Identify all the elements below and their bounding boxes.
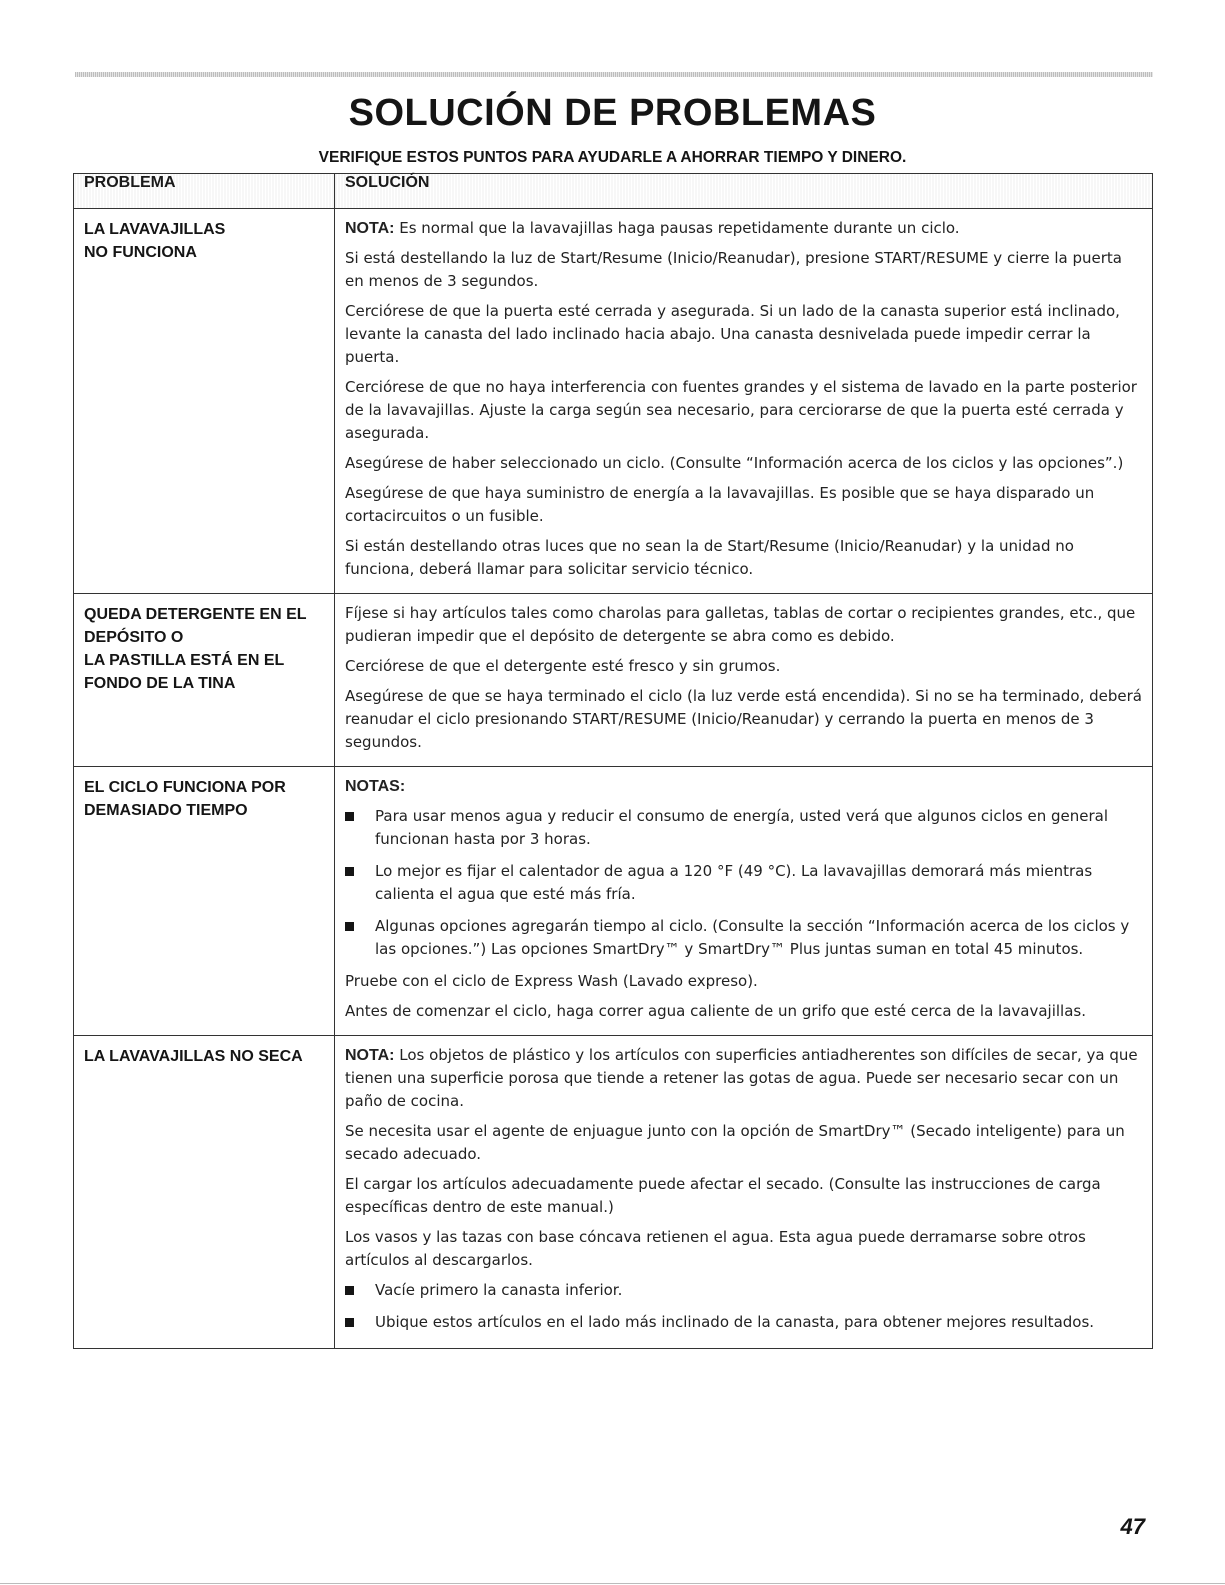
note-text: Los objetos de plástico y los artículos con superficies antiadherentes son difíciles de secar, ya que tienen una superficie porosa que tiende a retener las gotas de agua. Puede ser necesario secar con un paño de cocina. [345, 1046, 1138, 1110]
solution-paragraph: Fíjese si hay artículos tales como charolas para galletas, tablas de cortar o recipientes grandes, etc., que pudieran impedir que el depósito de detergente se abra como es debido. [345, 604, 1136, 645]
solution-paragraph: Asegúrese de haber seleccionado un ciclo. (Consulte “Información acerca de los ciclos y las opciones”.) [345, 454, 1124, 472]
bullet-text: Para usar menos agua y reducir el consumo de energía, usted verá que algunos ciclos en general funcionan hasta por 3 horas. [375, 807, 1109, 848]
solution-paragraph [345, 217, 1142, 240]
top-decorative-rule [75, 72, 1153, 77]
note-text: Es normal que la lavavajillas haga pausas repetidamente durante un ciclo. [394, 219, 960, 237]
square-bullet-icon [345, 867, 354, 876]
table-row [74, 594, 1153, 767]
solution-paragraph: Si está destellando la luz de Start/Resume (Inicio/Reanudar), presione START/RESUME y cierre la puerta en menos de 3 segundos. [345, 249, 1122, 290]
problem-cell [74, 767, 335, 1036]
problem-line: LA LAVAVAJILLAS [84, 221, 226, 238]
solution-cell [335, 767, 1153, 1036]
solution-cell [335, 209, 1153, 594]
solution-paragraph: Asegúrese de que haya suministro de energía a la lavavajillas. Es posible que se haya disparado un cortacircuitos o un fusible. [345, 484, 1095, 525]
square-bullet-icon [345, 1318, 354, 1327]
bullet-item [345, 1311, 1142, 1334]
problem-line: QUEDA DETERGENTE EN EL [84, 606, 307, 623]
solution-paragraph: Cerciórese de que no haya interferencia con fuentes grandes y el sistema de lavado en la parte posterior de la lavavajillas. Ajuste la carga según sea necesario, para cerciorarse de que la puerta esté cerrada y asegurada. [345, 378, 1137, 442]
problem-line: FONDO DE LA TINA [84, 675, 236, 692]
bullet-item [345, 915, 1142, 961]
table-row [74, 767, 1153, 1036]
column-header-solution: SOLUCIÓN [335, 174, 1153, 209]
table-row [74, 209, 1153, 594]
solution-paragraph: Si están destellando otras luces que no sean la de Start/Resume (Inicio/Reanudar) y la unidad no funciona, deberá llamar para solicitar servicio técnico. [345, 537, 1074, 578]
problem-cell [74, 1036, 335, 1349]
solution-paragraph [345, 1044, 1142, 1113]
bullet-text: Lo mejor es fijar el calentador de agua a 120 °F (49 °C). La lavavajillas demorará más mientras calienta el agua que esté más fría. [375, 862, 1093, 903]
notes-label: NOTAS: [345, 778, 406, 795]
page-number: 47 [1120, 1514, 1145, 1539]
page-title: SOLUCIÓN DE PROBLEMAS [348, 92, 877, 134]
bottom-edge-rule [0, 1583, 1225, 1584]
problem-line: EL CICLO FUNCIONA POR [84, 779, 286, 796]
solution-paragraph [345, 775, 1142, 798]
problem-cell [74, 209, 335, 594]
square-bullet-icon [345, 922, 354, 931]
solution-paragraph: Asegúrese de que se haya terminado el ciclo (la luz verde está encendida). Si no se ha terminado, deberá reanudar el ciclo presionando START/RESUME (Inicio/Reanudar) y cerrando la puerta en menos de 3 segundos. [345, 687, 1142, 751]
problem-line: LA PASTILLA ESTÁ EN EL [84, 652, 285, 669]
bullet-text: Ubique estos artículos en el lado más inclinado de la canasta, para obtener mejores resultados. [375, 1313, 1095, 1331]
bullet-item [345, 1279, 1142, 1302]
problem-line: NO FUNCIONA [84, 244, 197, 261]
solution-cell [335, 1036, 1153, 1349]
solution-paragraph: Antes de comenzar el ciclo, haga correr agua caliente de un grifo que esté cerca de la lavavajillas. [345, 1002, 1086, 1020]
bullet-text: Algunas opciones agregarán tiempo al ciclo. (Consulte la sección “Información acerca de los ciclos y las opciones.”) Las opciones SmartDry™ y SmartDry™ Plus juntas suman en total 45 minutos. [375, 917, 1130, 958]
note-label: NOTA: [345, 220, 395, 237]
solution-paragraph: Los vasos y las tazas con base cóncava retienen el agua. Esta agua puede derramarse sobre otros artículos al descargarlos. [345, 1228, 1086, 1269]
solution-paragraph: Se necesita usar el agente de enjuague junto con la opción de SmartDry™ (Secado inteligente) para un secado adecuado. [345, 1122, 1125, 1163]
page-subtitle: VERIFIQUE ESTOS PUNTOS PARA AYUDARLE A AHORRAR TIEMPO Y DINERO. [318, 149, 907, 166]
bullet-text: Vacíe primero la canasta inferior. [375, 1281, 623, 1299]
bullet-item [345, 860, 1142, 906]
table-row [74, 1036, 1153, 1349]
table-header-row [74, 174, 1153, 209]
solution-cell [335, 594, 1153, 767]
bullet-item [345, 805, 1142, 851]
note-label: NOTA: [345, 1047, 395, 1064]
solution-paragraph: Cerciórese de que la puerta esté cerrada y asegurada. Si un lado de la canasta superior está inclinado, levante la canasta del lado inclinado hacia abajo. Una canasta desnivelada puede impedir cerrar la puerta. [345, 302, 1120, 366]
bullet-list [345, 805, 1142, 961]
square-bullet-icon [345, 1286, 354, 1295]
troubleshooting-table [73, 173, 1153, 1349]
solution-paragraph: Pruebe con el ciclo de Express Wash (Lavado expreso). [345, 972, 758, 990]
problem-line: DEPÓSITO O [84, 629, 184, 646]
problem-line: DEMASIADO TIEMPO [84, 802, 248, 819]
problem-line: LA LAVAVAJILLAS NO SECA [84, 1048, 303, 1065]
solution-paragraph: Cerciórese de que el detergente esté fresco y sin grumos. [345, 657, 781, 675]
column-header-problem: PROBLEMA [74, 174, 335, 209]
bullet-list [345, 1279, 1142, 1334]
square-bullet-icon [345, 812, 354, 821]
solution-paragraph: El cargar los artículos adecuadamente puede afectar el secado. (Consulte las instrucciones de carga específicas dentro de este manual.) [345, 1175, 1101, 1216]
problem-cell [74, 594, 335, 767]
